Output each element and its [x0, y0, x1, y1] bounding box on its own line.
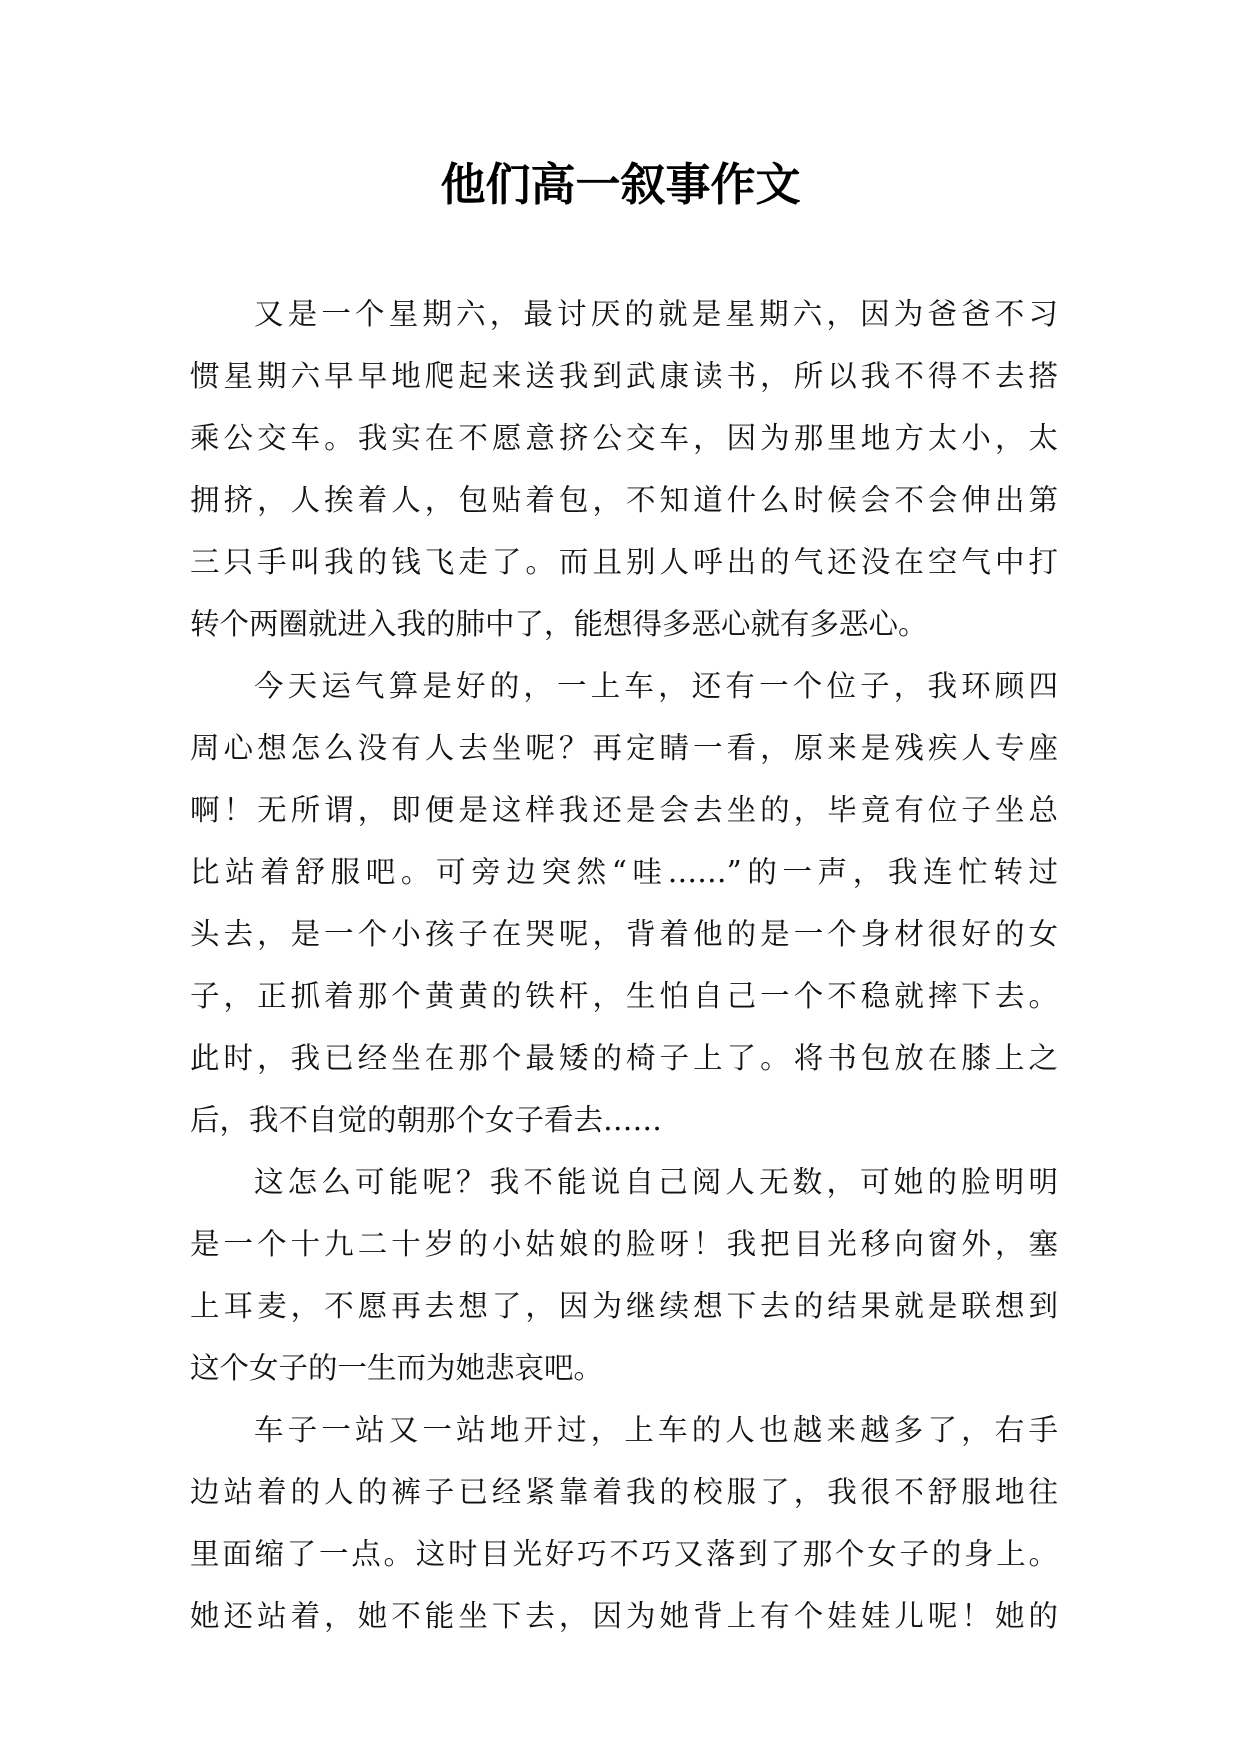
text-line: 里面缩了一点。这时目光好巧不巧又落到了那个女子的身上。: [190, 1537, 1058, 1571]
text-line: 子，正抓着那个黄黄的铁杆，生怕自己一个不稳就摔下去。: [190, 979, 1058, 1013]
text-line: 她还站着，她不能坐下去，因为她背上有个娃娃儿呢！她的: [190, 1599, 1058, 1633]
document-title: 他们高一叙事作文: [440, 158, 801, 211]
text-line: 拥挤，人挨着人，包贴着包，不知道什么时候会不会伸出第: [190, 483, 1058, 517]
text-line: 比站着舒服吧。可旁边突然“哇……”的一声，我连忙转过: [190, 855, 1058, 889]
text-line: 三只手叫我的钱飞走了。而且别人呼出的气还没在空气中打: [190, 545, 1058, 579]
text-line: 头去，是一个小孩子在哭呢，背着他的是一个身材很好的女: [190, 917, 1058, 951]
text-line: 这个女子的一生而为她悲哀吧。: [190, 1351, 604, 1385]
text-line: 上耳麦，不愿再去想了，因为继续想下去的结果就是联想到: [190, 1289, 1058, 1323]
text-line: 周心想怎么没有人去坐呢？再定睛一看，原来是残疾人专座: [190, 731, 1058, 765]
text-line: 这怎么可能呢？我不能说自己阅人无数，可她的脸明明: [254, 1165, 1058, 1199]
paragraph-4: [190, 1399, 1058, 1647]
document-body: [190, 283, 1058, 1647]
text-line: 此时，我已经坐在那个最矮的椅子上了。将书包放在膝上之: [190, 1041, 1058, 1075]
text-line: 边站着的人的裤子已经紧靠着我的校服了，我很不舒服地往: [190, 1475, 1058, 1509]
paragraph-2: [190, 655, 1058, 1151]
text-line: 是一个十九二十岁的小姑娘的脸呀！我把目光移向窗外，塞: [190, 1227, 1058, 1261]
paragraph-3: [190, 1151, 1058, 1399]
paragraph-1: [190, 283, 1058, 655]
text-line: 转个两圈就进入我的肺中了，能想得多恶心就有多恶心。: [190, 607, 928, 641]
text-line: 车子一站又一站地开过，上车的人也越来越多了，右手: [254, 1413, 1058, 1447]
text-line: 乘公交车。我实在不愿意挤公交车，因为那里地方太小，太: [190, 421, 1058, 455]
text-line: 今天运气算是好的，一上车，还有一个位子，我环顾四: [254, 669, 1058, 703]
text-line: 惯星期六早早地爬起来送我到武康读书，所以我不得不去搭: [190, 359, 1058, 393]
text-line: 后，我不自觉的朝那个女子看去……: [190, 1103, 663, 1137]
text-line: 啊！无所谓，即便是这样我还是会去坐的，毕竟有位子坐总: [190, 793, 1058, 827]
text-line: 又是一个星期六，最讨厌的就是星期六，因为爸爸不习: [254, 297, 1058, 331]
